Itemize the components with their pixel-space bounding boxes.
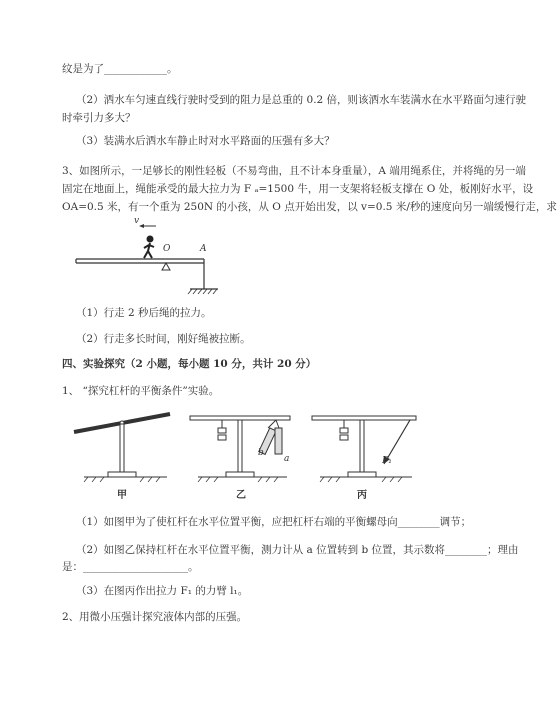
caption-jia: 甲: [117, 490, 127, 501]
text-line-16: 2、用微小压强计探究液体内部的压强。: [62, 611, 248, 623]
lever-experiment-figure: [62, 406, 442, 496]
text-line-6: 固定在地面上，绳能承受的最大拉力为 F ₐ=1500 牛，用一支架将轻板支撑在 O 处，板刚好水平，设: [62, 183, 534, 195]
lever-yi-drawing: [190, 416, 290, 482]
lever-jia-drawing: [74, 414, 170, 482]
text-line-1: 纹是为了____________。: [62, 63, 178, 75]
text-line-4: （3）装满水后洒水车静止时对水平路面的压强有多大？: [76, 135, 335, 147]
text-line-8: （1）行走 2 秒后绳的拉力。: [76, 307, 212, 319]
velocity-label: v: [134, 216, 140, 226]
caption-yi: 乙: [236, 490, 246, 501]
caption-bing: 丙: [357, 490, 367, 501]
position-a-label: a: [284, 454, 290, 464]
section-heading: 四、实验探究（2 小题，每小题 10 分，共计 20 分）: [62, 358, 317, 370]
text-line-15: （3）在图丙作出拉力 F₁ 的力臂 l₁。: [76, 585, 249, 597]
position-b-label: b: [258, 448, 264, 458]
lever-child-figure: [68, 214, 228, 294]
pivot-label: O: [163, 244, 171, 254]
text-line-11: 1、 “探究杠杆的平衡条件”实验。: [62, 385, 220, 397]
text-line-2: （2）洒水车匀速直线行驶时受到的阻力是总重的 0.2 倍，则该洒水车装满水在水平路面匀速行驶: [76, 94, 527, 106]
text-line-14: 是：____________________。: [62, 561, 199, 573]
text-line-5: 3、如图所示，一足够长的刚性轻板（不易弯曲，且不计本身重量），A 端用绳系住，并将绳的另一端: [62, 165, 526, 177]
lever-bing-drawing: [312, 416, 416, 482]
text-line-12: （1）如图甲为了使杠杆在水平位置平衡，应把杠杆右端的平衡螺母向________调节；: [76, 516, 472, 528]
force-f1-label: F₁: [382, 456, 392, 466]
text-line-9: （2）行走多长时间，刚好绳被拉断。: [76, 333, 251, 345]
end-a-label: A: [200, 244, 207, 254]
text-line-13: （2）如图乙保持杠杆在水平位置平衡，测力计从 a 位置转到 b 位置，其示数将________；理由: [76, 544, 519, 556]
text-line-3: 时牵引力多大？: [62, 112, 136, 124]
text-line-7: OA=0.5 米，有一个重为 250N 的小孩，从 O 点开始出发，以 v=0.5 米/秒的速度向另一端缓慢行走，求: [62, 201, 557, 213]
